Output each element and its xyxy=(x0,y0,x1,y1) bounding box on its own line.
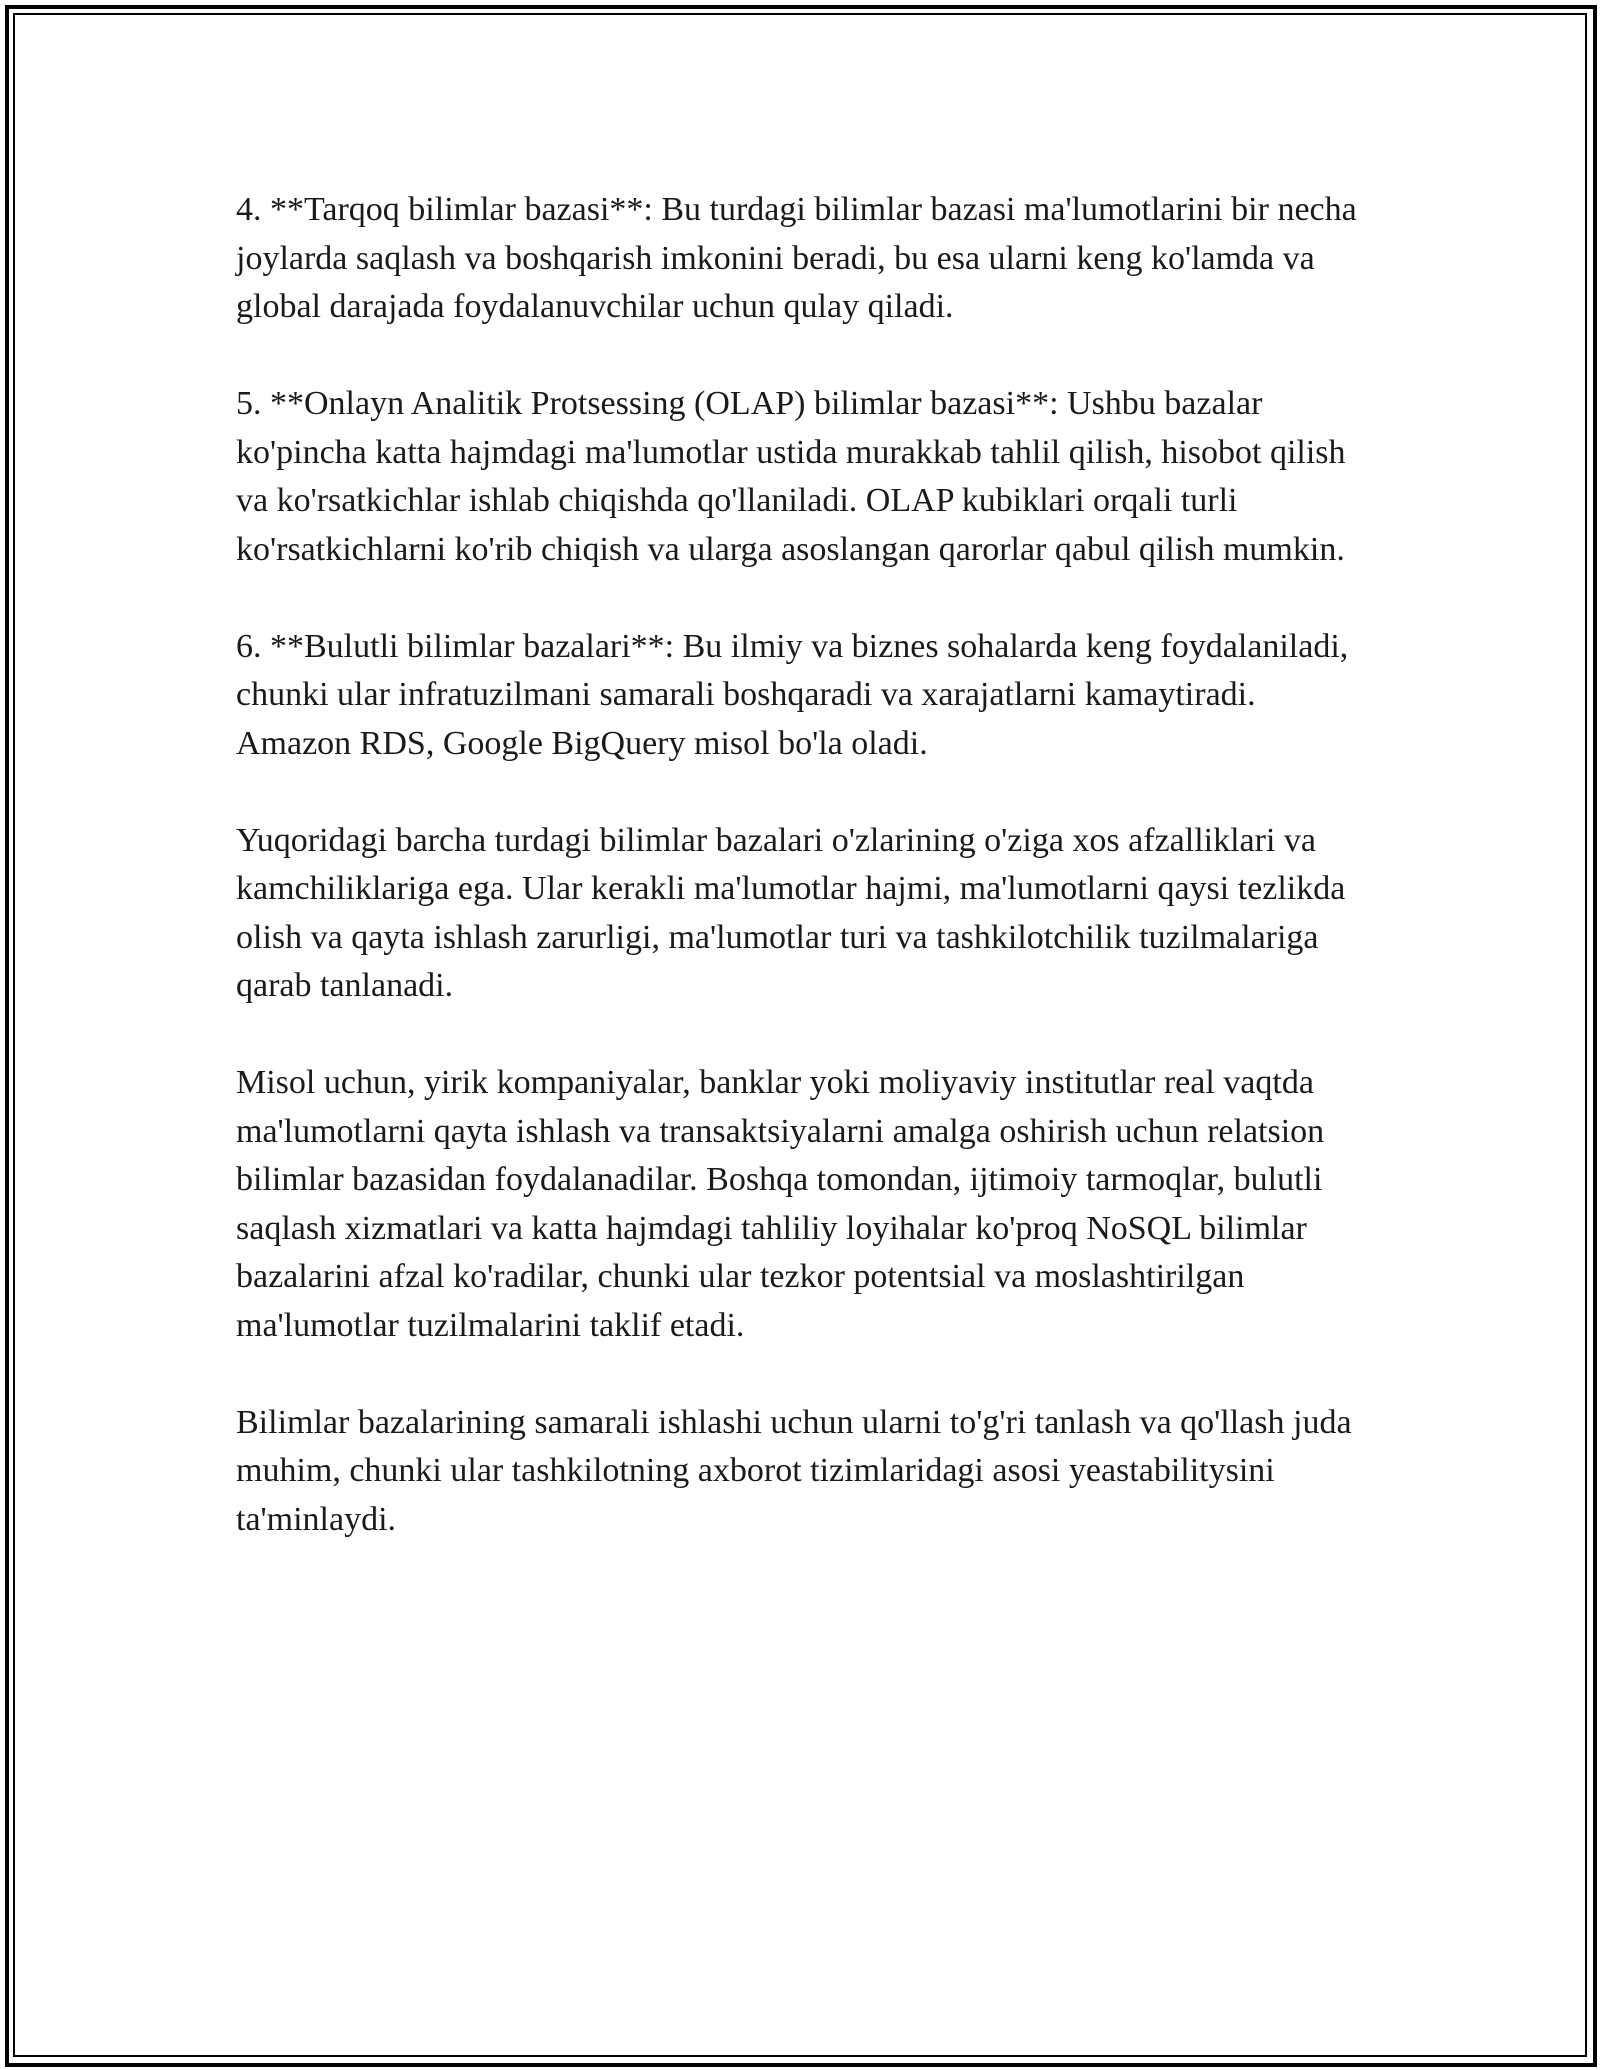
paragraph-distributed-kb: 4. **Tarqoq bilimlar bazasi**: Bu turdagi bilimlar bazasi ma'lumotlarini bir necha joylarda saqlash va boshqarish imkonini beradi, bu esa ularni keng ko'lamda va global darajada foydalanuvchilar uchun qulay qiladi. xyxy=(236,191,1357,325)
paragraph-olap-kb: 5. **Onlayn Analitik Protsessing (OLAP) bilimlar bazasi**: Ushbu bazalar ko'pincha katta hajmdagi ma'lumotlar ustida murakkab tahlil qilish, hisobot qilish va ko'rsatkichlar ishlab chiqishda qo'llaniladi. OLAP kubiklari orqali turli ko'rsatkichlarni ko'rib chiqish va ularga asoslangan qarorlar qabul qilish mumkin. xyxy=(236,385,1346,568)
paragraph-example: Misol uchun, yirik kompaniyalar, banklar yoki moliyaviy institutlar real vaqtda ma'lumotlarni qayta ishlash va transaktsiyalarni amalga oshirish uchun relatsion bilimlar bazasidan foydalanadilar. Boshqa tomondan, ijtimoiy tarmoqlar, bulutli saqlash xizmatlari va katta hajmdagi tahliliy loyihalar ko'proq NoSQL bilimlar bazalarini afzal ko'radilar, chunki ular tezkor potentsial va moslashtirilgan ma'lumotlar tuzilmalarini taklif etadi. xyxy=(236,1064,1325,1344)
paragraph-conclusion: Bilimlar bazalarining samarali ishlashi uchun ularni to'g'ri tanlash va qo'llash juda muhim, chunki ular tashkilotning axborot tizimlaridagi asosi yeastabilitysini ta'minlaydi. xyxy=(236,1403,1352,1538)
paragraph-summary: Yuqoridagi barcha turdagi bilimlar bazalari o'zlarining o'ziga xos afzalliklari va kamchiliklariga ega. Ular kerakli ma'lumotlar hajmi, ma'lumotlarni qaysi tezlikda olish va qayta ishlash zarurligi, ma'lumotlar turi va tashkilotchilik tuzilmalariga qarab tanlanadi. xyxy=(236,821,1346,1004)
document-body xyxy=(236,186,1371,1593)
paragraph-cloud-kb: 6. **Bulutli bilimlar bazalari**: Bu ilmiy va biznes sohalarda keng foydalaniladi, chunki ular infratuzilmani samarali boshqaradi va xarajatlarni kamaytiradi. Amazon RDS, Google BigQuery misol bo'la oladi. xyxy=(236,627,1349,762)
